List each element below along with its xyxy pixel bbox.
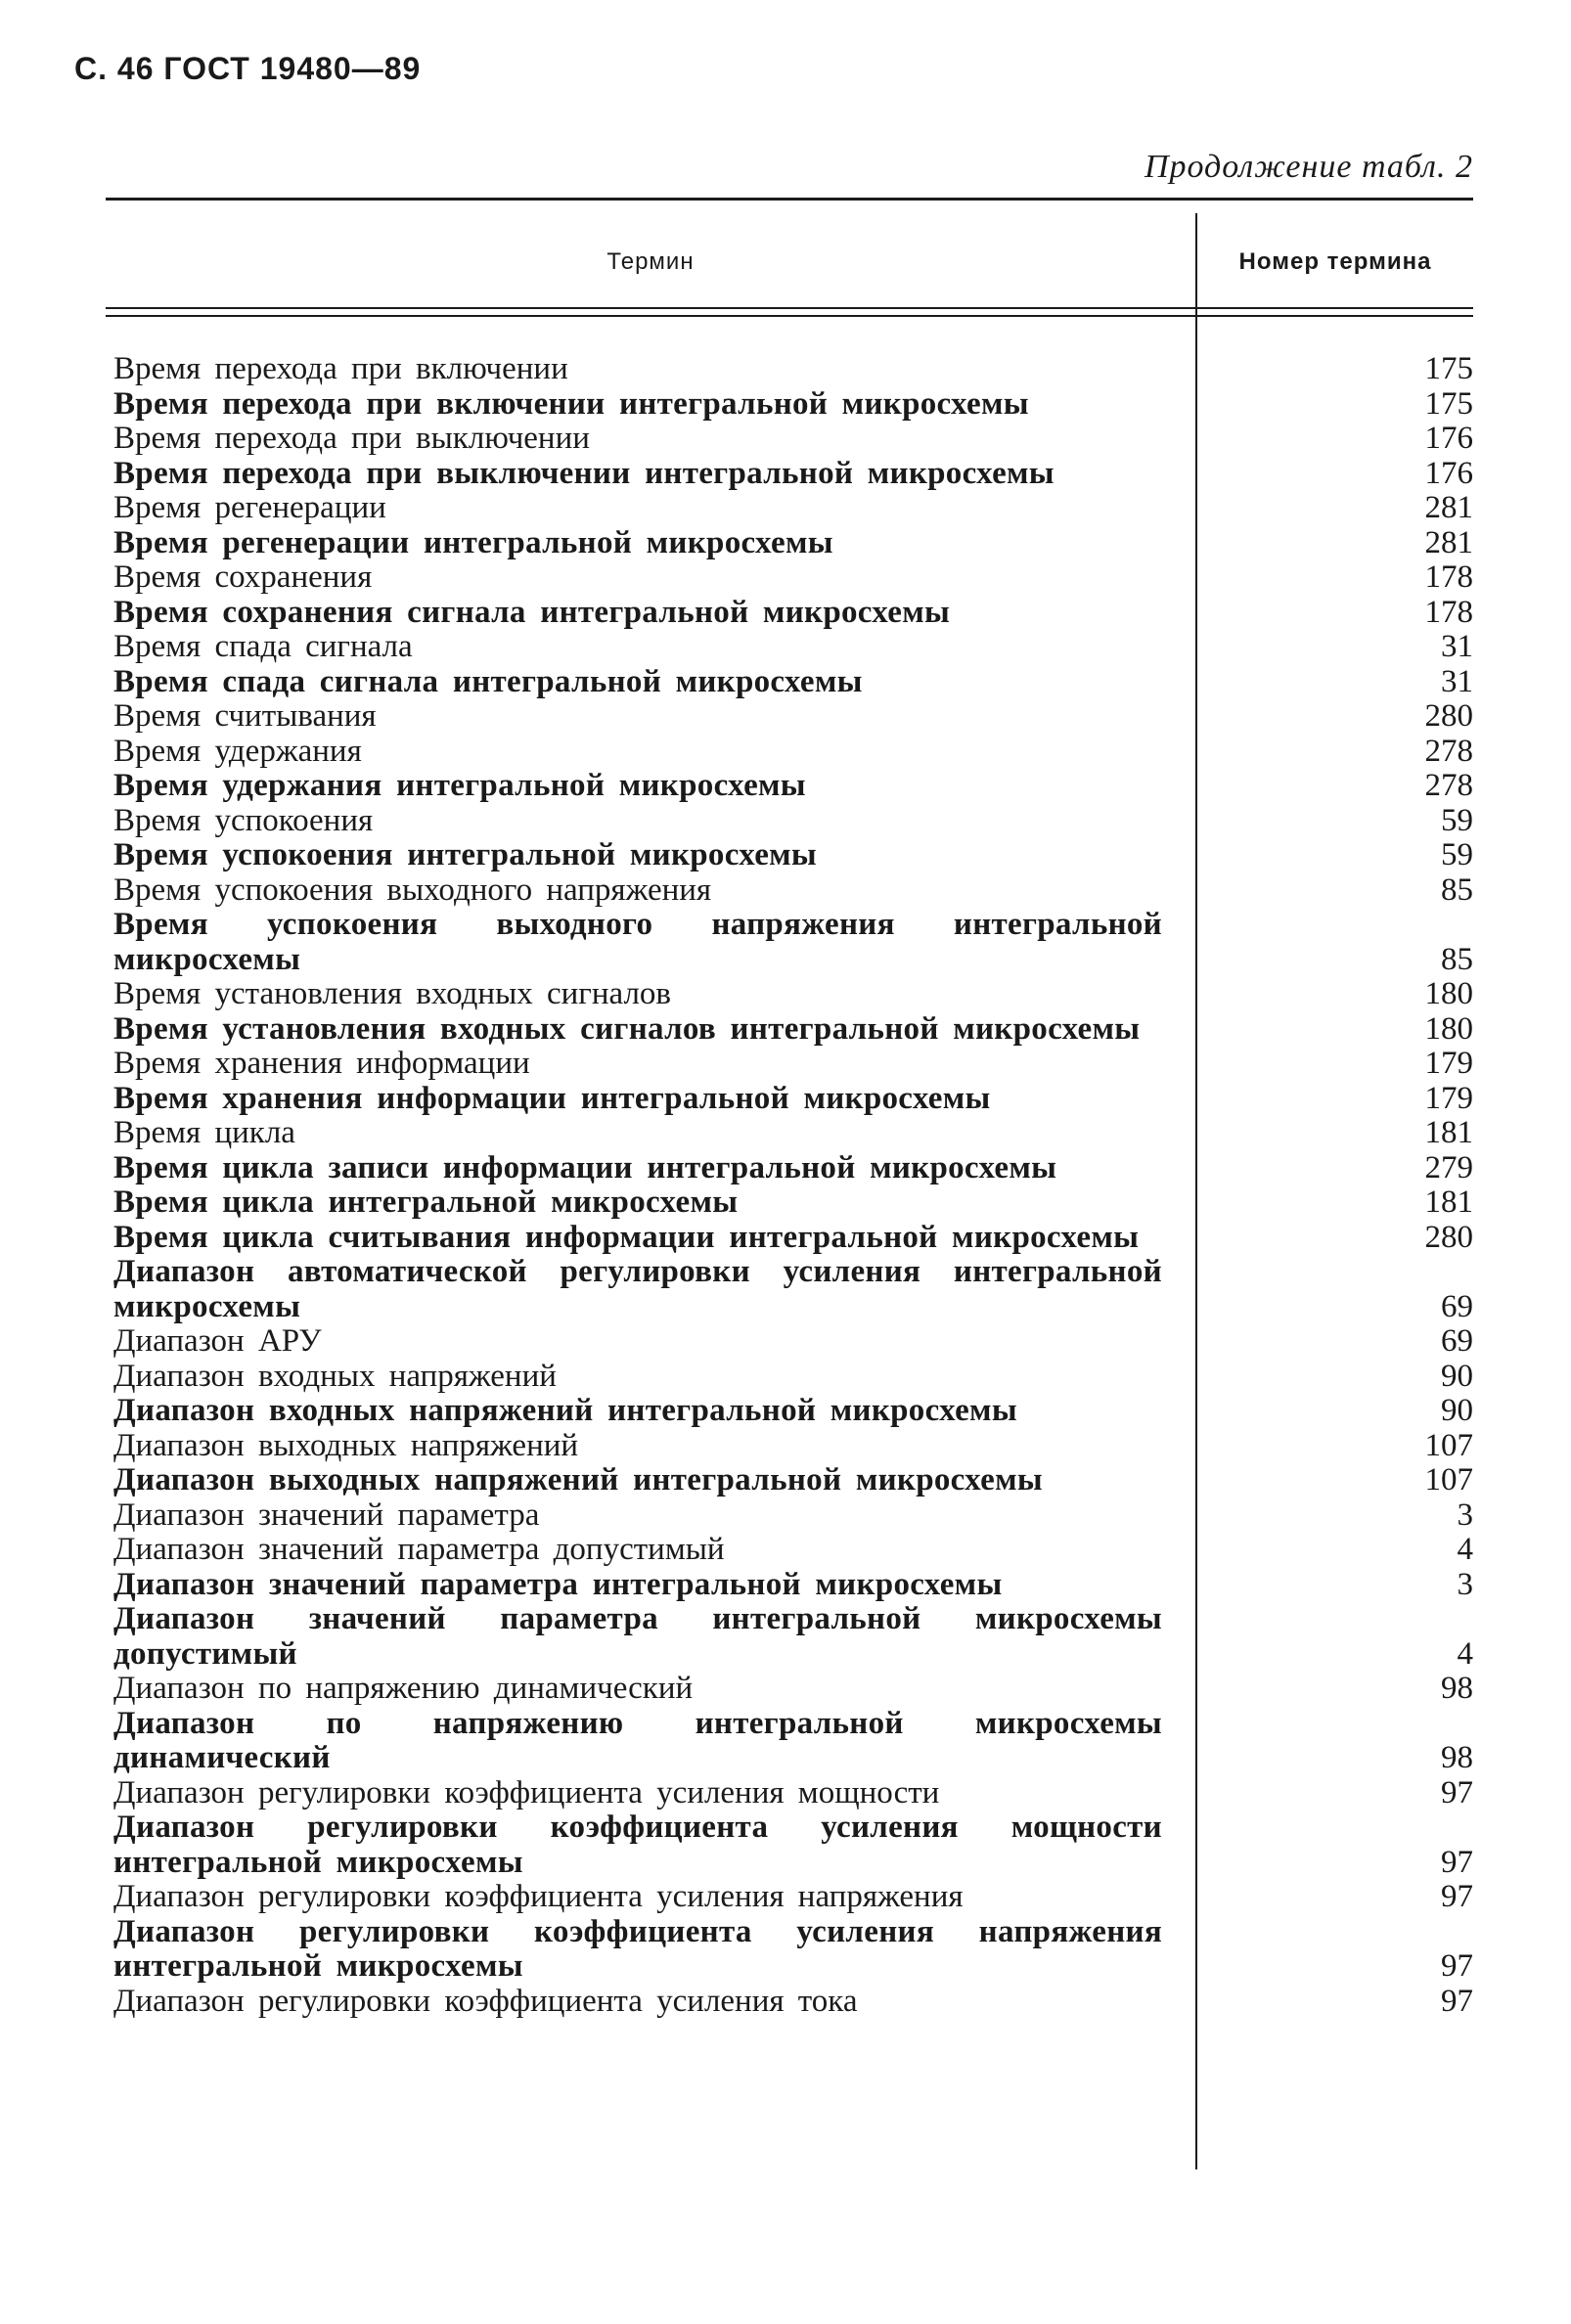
- term-number-cell: [1162, 1985, 1473, 2020]
- term-number: 107: [1424, 1427, 1473, 1463]
- term-text: Диапазон регулировки коэффициента усиления мощности: [113, 1774, 940, 1810]
- term-number: 278: [1424, 733, 1473, 769]
- term-number-cell: [1162, 1568, 1473, 1603]
- table-row: [106, 699, 1473, 735]
- term-number-cell: [1162, 908, 1473, 977]
- term-number: 97: [1441, 1983, 1473, 2019]
- term-number-cell: [1162, 977, 1473, 1012]
- header-double-rule-upper: [106, 307, 1473, 309]
- table-row: [106, 1047, 1473, 1082]
- table-row: [106, 1463, 1473, 1498]
- table-row: [106, 1255, 1473, 1324]
- term-text: Диапазон АРУ: [113, 1323, 322, 1359]
- table-row: [106, 1672, 1473, 1707]
- term-number: 3: [1457, 1566, 1473, 1602]
- term-number-cell: [1162, 1810, 1473, 1880]
- table-row: [106, 352, 1473, 387]
- term-number: 4: [1457, 1532, 1473, 1567]
- term-text: Время перехода при включении интегральной микросхемы: [113, 385, 1029, 422]
- table-row: [106, 1324, 1473, 1360]
- term-text: Диапазон входных напряжений интегральной микросхемы: [113, 1393, 1017, 1428]
- table-row: [106, 1498, 1473, 1534]
- table-row: [106, 1810, 1473, 1880]
- term-text: Время цикла: [113, 1115, 295, 1150]
- term-number: 181: [1424, 1184, 1473, 1220]
- term-number: 85: [1441, 872, 1473, 908]
- term-number: 90: [1441, 1358, 1473, 1394]
- term-number: 59: [1441, 802, 1473, 838]
- term-number-cell: [1162, 630, 1473, 665]
- term-number-cell: [1162, 1498, 1473, 1534]
- term-number-cell: [1162, 1533, 1473, 1568]
- table-row: [106, 769, 1473, 804]
- term-number: 278: [1424, 768, 1473, 803]
- term-number-cell: [1162, 1880, 1473, 1915]
- term-number-cell: [1162, 1463, 1473, 1498]
- term-number: 281: [1424, 524, 1473, 560]
- table-row: [106, 1707, 1473, 1776]
- term-text: Диапазон регулировки коэффициента усиления напряжения интегральной микросхемы: [113, 1913, 1162, 1984]
- term-text: Время хранения информации: [113, 1046, 530, 1081]
- term-text: Диапазон значений параметра допустимый: [113, 1532, 725, 1567]
- term-number-cell: [1162, 1672, 1473, 1707]
- table-row: [106, 1012, 1473, 1048]
- term-number: 178: [1424, 559, 1473, 595]
- table-row: [106, 1082, 1473, 1117]
- table-row: [106, 1221, 1473, 1256]
- term-number: 281: [1424, 490, 1473, 525]
- table-row: [106, 1776, 1473, 1811]
- term-number: 179: [1424, 1046, 1473, 1081]
- term-text: Время перехода при выключении: [113, 421, 590, 456]
- term-text: Время хранения информации интегральной микросхемы: [113, 1080, 991, 1116]
- term-number: 181: [1424, 1115, 1473, 1150]
- term-number: 279: [1424, 1149, 1473, 1185]
- term-number-cell: [1162, 352, 1473, 387]
- term-text: Время цикла интегральной микросхемы: [113, 1184, 739, 1220]
- term-number-cell: [1162, 1602, 1473, 1672]
- term-text: Диапазон значений параметра интегральной микросхемы: [113, 1566, 1003, 1602]
- term-number: 179: [1424, 1080, 1473, 1116]
- table-body: [106, 352, 1473, 2019]
- term-text: Время успокоения интегральной микросхемы: [113, 837, 817, 872]
- terms-index-table: [106, 198, 1473, 2154]
- term-number: 69: [1441, 1323, 1473, 1359]
- term-number: 90: [1441, 1393, 1473, 1428]
- term-number-cell: [1162, 387, 1473, 423]
- term-number: 180: [1424, 1010, 1473, 1047]
- term-number-cell: [1162, 873, 1473, 909]
- table-row: [106, 735, 1473, 770]
- term-number-cell: [1162, 699, 1473, 735]
- term-number-cell: [1162, 1776, 1473, 1811]
- term-number: 280: [1424, 698, 1473, 734]
- term-text: Время перехода при включении: [113, 351, 568, 386]
- table-row: [106, 1533, 1473, 1568]
- term-number-cell: [1162, 838, 1473, 873]
- term-number-cell: [1162, 804, 1473, 839]
- table-row: [106, 422, 1473, 457]
- table-row: [106, 977, 1473, 1012]
- term-number: 31: [1441, 663, 1473, 699]
- table-row: [106, 630, 1473, 665]
- term-number-cell: [1162, 1012, 1473, 1048]
- term-text: Время спада сигнала интегральной микросхемы: [113, 663, 863, 699]
- table-row: [106, 1568, 1473, 1603]
- table-row: [106, 1394, 1473, 1429]
- table-row: [106, 665, 1473, 700]
- table-row: [106, 1360, 1473, 1395]
- term-text: Время спада сигнала: [113, 629, 413, 664]
- table-row: [106, 596, 1473, 631]
- term-text: Время регенерации: [113, 490, 386, 525]
- table-row: [106, 1880, 1473, 1915]
- term-number-cell: [1162, 1324, 1473, 1360]
- term-number: 175: [1424, 385, 1473, 422]
- term-number: 180: [1424, 976, 1473, 1011]
- term-text: Время успокоения выходного напряжения интегральной микросхемы: [113, 907, 1162, 977]
- term-number-cell: [1162, 1915, 1473, 1985]
- term-number-cell: [1162, 1185, 1473, 1221]
- table-row: [106, 560, 1473, 596]
- table-row: [106, 1151, 1473, 1186]
- term-text: Диапазон выходных напряжений интегральной микросхемы: [113, 1462, 1043, 1497]
- table-row: [106, 873, 1473, 909]
- term-text: Диапазон регулировки коэффициента усиления мощности интегральной микросхемы: [113, 1810, 1162, 1880]
- table-continuation-label: Продолжение табл. 2: [1144, 149, 1473, 185]
- term-number-cell: [1162, 526, 1473, 561]
- table-row: [106, 804, 1473, 839]
- table-row: [106, 1116, 1473, 1151]
- table-row: [106, 1602, 1473, 1672]
- table-row: [106, 457, 1473, 492]
- column-header-number: Номер термина: [1238, 248, 1432, 275]
- term-number: 97: [1441, 1844, 1473, 1880]
- term-number: 59: [1441, 837, 1473, 872]
- table-row: [106, 908, 1473, 977]
- term-number-cell: [1162, 1707, 1473, 1776]
- term-number-cell: [1162, 491, 1473, 526]
- table-row: [106, 1915, 1473, 1985]
- term-text: Диапазон автоматической регулировки усиления интегральной микросхемы: [113, 1254, 1162, 1324]
- term-text: Диапазон значений параметра: [113, 1497, 540, 1533]
- term-text: Время успокоения: [113, 802, 374, 838]
- table-row: [106, 387, 1473, 423]
- term-text: Время установления входных сигналов интегральной микросхемы: [113, 1010, 1141, 1047]
- term-text: Время сохранения: [113, 559, 373, 595]
- term-text: Время успокоения выходного напряжения: [113, 872, 712, 908]
- term-number: 97: [1441, 1879, 1473, 1914]
- page-header: С. 46 ГОСТ 19480—89: [74, 51, 422, 86]
- term-number-cell: [1162, 1394, 1473, 1429]
- term-number: 85: [1441, 941, 1473, 977]
- term-text: Время установления входных сигналов: [113, 976, 671, 1011]
- term-text: Время удержания интегральной микросхемы: [113, 768, 806, 803]
- term-text: Время перехода при выключении интегральной микросхемы: [113, 455, 1055, 491]
- term-number-cell: [1162, 457, 1473, 492]
- term-text: Диапазон регулировки коэффициента усиления тока: [113, 1983, 858, 2019]
- term-text: Время регенерации интегральной микросхемы: [113, 524, 833, 560]
- term-text: Диапазон по напряжению динамический: [113, 1671, 694, 1706]
- term-text: Диапазон входных напряжений: [113, 1358, 557, 1394]
- term-number-cell: [1162, 1360, 1473, 1395]
- term-text: Время цикла записи информации интегральной микросхемы: [113, 1149, 1057, 1185]
- term-number-cell: [1162, 596, 1473, 631]
- term-number-cell: [1162, 1082, 1473, 1117]
- term-text: Время удержания: [113, 733, 362, 769]
- term-number: 176: [1424, 455, 1473, 491]
- term-text: Время цикла считывания информации интегральной микросхемы: [113, 1219, 1140, 1255]
- table-row: [106, 838, 1473, 873]
- column-header-term: Термин: [606, 248, 695, 275]
- term-number-cell: [1162, 769, 1473, 804]
- term-number-cell: [1162, 422, 1473, 457]
- term-number: 176: [1424, 421, 1473, 456]
- term-number-cell: [1162, 1047, 1473, 1082]
- term-number-cell: [1162, 665, 1473, 700]
- term-text: Диапазон выходных напряжений: [113, 1427, 579, 1463]
- table-row: [106, 491, 1473, 526]
- table-row: [106, 1429, 1473, 1464]
- term-number: 97: [1441, 1774, 1473, 1810]
- term-number-cell: [1162, 1255, 1473, 1324]
- table-top-rule: [106, 198, 1473, 201]
- term-number: 97: [1441, 1948, 1473, 1984]
- term-number: 175: [1424, 351, 1473, 386]
- term-number: 4: [1457, 1635, 1473, 1672]
- term-text: Диапазон регулировки коэффициента усиления напряжения: [113, 1879, 964, 1914]
- term-number: 3: [1457, 1497, 1473, 1533]
- term-number: 98: [1441, 1740, 1473, 1775]
- term-text: Время считывания: [113, 698, 377, 734]
- term-number: 178: [1424, 594, 1473, 630]
- term-number: 69: [1441, 1288, 1473, 1324]
- term-number: 31: [1441, 629, 1473, 664]
- term-number-cell: [1162, 1221, 1473, 1256]
- term-number: 280: [1424, 1219, 1473, 1255]
- table-row: [106, 526, 1473, 561]
- term-number-cell: [1162, 560, 1473, 596]
- term-number: 107: [1424, 1462, 1473, 1497]
- table-row: [106, 1185, 1473, 1221]
- term-text: Время сохранения сигнала интегральной микросхемы: [113, 594, 951, 630]
- term-number-cell: [1162, 735, 1473, 770]
- term-number-cell: [1162, 1116, 1473, 1151]
- term-number-cell: [1162, 1429, 1473, 1464]
- term-text: Диапазон значений параметра интегральной микросхемы допустимый: [113, 1601, 1162, 1672]
- term-text: Диапазон по напряжению интегральной микросхемы динамический: [113, 1705, 1162, 1775]
- term-number: 98: [1441, 1671, 1473, 1706]
- table-row: [106, 1985, 1473, 2020]
- header-double-rule-lower: [106, 315, 1473, 317]
- term-number-cell: [1162, 1151, 1473, 1186]
